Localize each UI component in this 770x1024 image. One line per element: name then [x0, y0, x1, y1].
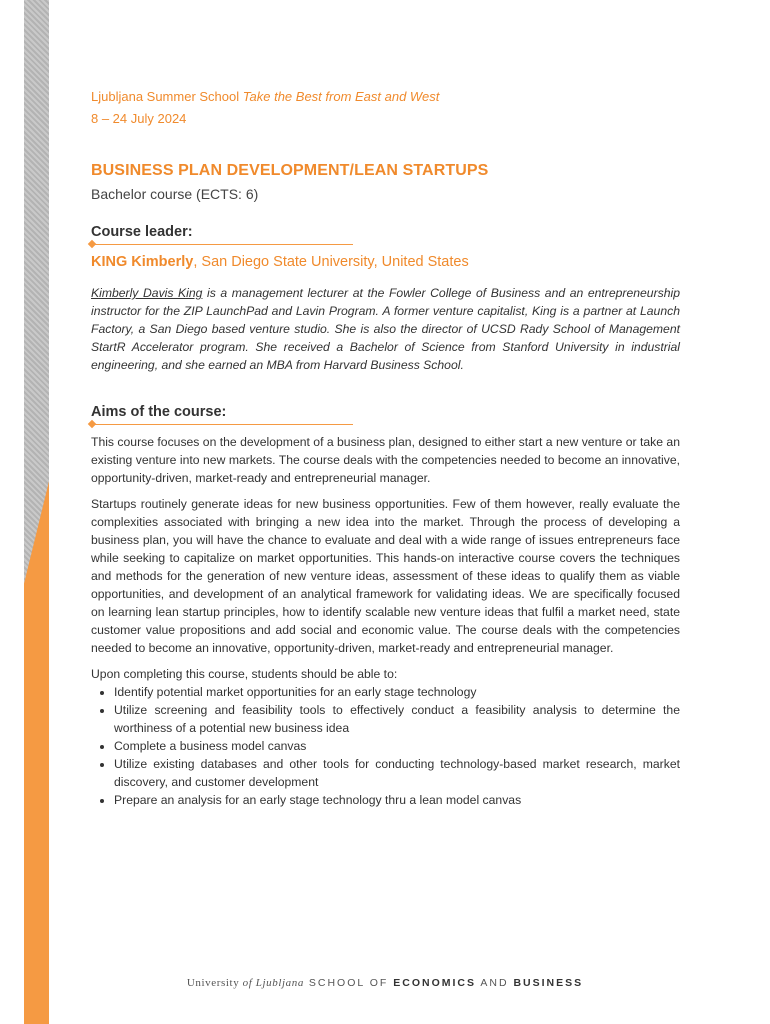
list-item: • Identify potential market opportunities for an early stage technology [114, 683, 680, 701]
outcomes-intro: Upon completing this course, students should be able to: [91, 667, 398, 681]
list-item: • Complete a business model canvas [114, 737, 680, 755]
school-header [91, 86, 680, 108]
footer-economics: ECONOMICS [393, 977, 477, 989]
footer-school-prefix: SCHOOL OF [303, 977, 394, 989]
footer-university-prefix: University [186, 977, 243, 989]
aims-paragraph-2: Startups routinely generate ideas for new business opportunities. Few of them however, really evaluate the complexities associated with bringing a new idea into the market. Through the process of developing a business plan, you will have the chance to evaluate and deal with a wide range of issues entrepreneurs face while seeking to capitalize on market opportunities. This hands-on interactive course covers the techniques and methods for the generation of new venture ideas, assessment of these ideas to qualify them as viable opportunities, and development of an analytical framework for validating ideas. We are specifically focused on learning lean startup principles, how to identify scalable new venture ideas that fulfil a market need, state customer value propositions and add social and economic value. The course deals with the competencies needed to become an innovative, opportunity-driven, market-ready and entrepreneurial manager. [91, 497, 680, 655]
aims-heading: Aims of the course: [91, 404, 227, 420]
footer-university [187, 977, 304, 989]
list-item: • Prepare an analysis for an early stage technology thru a lean model canvas [114, 791, 680, 809]
aims-divider [91, 424, 353, 425]
leader-affiliation: , San Diego State University, United States [193, 254, 469, 270]
outcomes-list [91, 683, 680, 809]
list-item: • Utilize screening and feasibility tools to effectively conduct a feasibility analysis to determine the worthiness of a potential new business idea [114, 701, 680, 737]
leader-name-line [91, 254, 680, 270]
course-title: BUSINESS PLAN DEVELOPMENT/LEAN STARTUPS [91, 162, 489, 179]
school-name: Ljubljana Summer School [91, 89, 240, 104]
list-item: • Utilize existing databases and other tools for conducting technology-based market research, market discovery, and customer development [114, 755, 680, 791]
document-content [91, 86, 680, 809]
footer-and: AND [476, 977, 514, 989]
leader-heading: Course leader: [91, 224, 193, 240]
footer-logo [0, 977, 770, 989]
bio-name: Kimberly Davis King [91, 286, 203, 300]
footer-university-of: of Ljubljana [242, 977, 304, 989]
leader-section [91, 224, 680, 374]
leader-surname: KING Kimberly [91, 254, 194, 270]
school-slogan: Take the Best from East and West [242, 89, 440, 104]
aims-paragraph-1: This course focuses on the development of a business plan, designed to either start a new venture or take an existing venture into new markets. The course deals with the competencies needed to become an innovative, opportunity-driven, market-ready and entrepreneurial manager. [91, 435, 680, 485]
course-subtitle: Bachelor course (ECTS: 6) [91, 186, 259, 202]
leader-divider [91, 244, 353, 245]
footer-business: BUSINESS [513, 977, 584, 989]
bio-text: is a management lecturer at the Fowler College of Business and an entrepreneurship instructor for the ZIP LaunchPad and Lavin Program. A former venture capitalist, King is a partner at Launch Factory, a San Diego based venture studio. She is also the director of UCSD Rady School of Management StartR Accelerator program. She received a Bachelor of Science from Stanford University in industrial engineering, and she earned an MBA from Harvard Business School. [91, 286, 680, 372]
leader-bio [91, 284, 680, 374]
aims-section [91, 404, 680, 809]
school-dates: 8 – 24 July 2024 [91, 111, 187, 126]
